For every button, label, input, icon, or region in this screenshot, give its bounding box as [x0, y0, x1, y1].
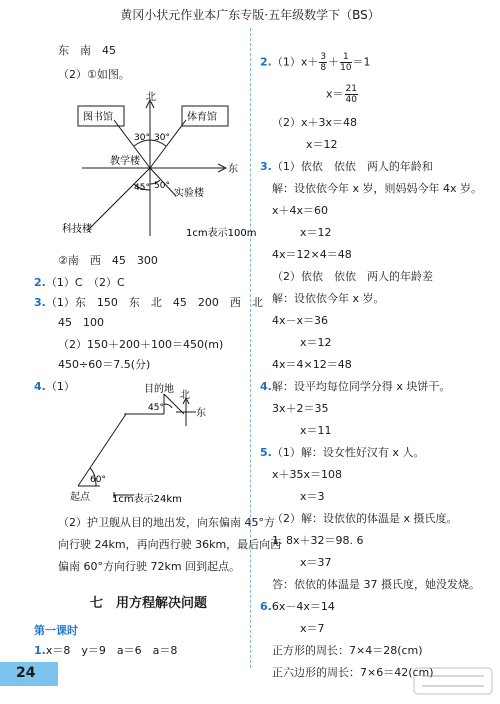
fraction — [340, 52, 351, 73]
answer-text: ＝1 — [352, 55, 371, 69]
fraction — [345, 84, 358, 105]
denominator: 8 — [320, 63, 327, 73]
denominator: 10 — [340, 63, 352, 73]
answer-line: （2）①如图。 — [58, 68, 130, 81]
answer-line: 4x＝12×4＝48 — [272, 248, 352, 261]
direction-diagram-2 — [56, 378, 246, 506]
lab-building-label: 实验楼 — [174, 188, 204, 199]
answer-text: ＋ — [328, 55, 340, 69]
angle-label: 30° — [154, 133, 170, 143]
answer-line: （2）解：设依依的体温是 x 摄氏度。 — [272, 512, 458, 525]
answer-line: 向行驶 24km，再向西行驶 36km，最后向西 — [58, 538, 282, 551]
page-number: 24 — [16, 665, 36, 681]
question-number: 3. — [260, 160, 272, 173]
question-line — [260, 600, 335, 614]
denominator: 40 — [345, 95, 357, 105]
answer-line — [326, 84, 359, 105]
north-label: 北 — [146, 92, 156, 103]
teaching-building-label: 教学楼 — [110, 156, 140, 167]
answer-line: （2）护卫舰从目的地出发，向东偏南 45°方 — [58, 516, 275, 529]
east-label: 东 — [228, 164, 238, 175]
watermark-logo — [412, 666, 494, 696]
page-header: 黄冈小状元作业本广东专版·五年级数学下（BS） — [120, 8, 380, 22]
question-line — [260, 52, 371, 73]
answer-text: （1）解：设女性好汉有 x 人。 — [271, 446, 425, 459]
section-number: 七 — [90, 596, 104, 611]
question-number: 5. — [260, 446, 272, 459]
page-number-tab — [0, 662, 58, 686]
question-line — [34, 276, 125, 290]
angle-label: 30° — [134, 133, 150, 143]
numerator: 21 — [345, 84, 357, 94]
question-number: 2. — [34, 276, 46, 289]
answer-line: 45 100 — [58, 316, 104, 329]
gym-label: 体育馆 — [187, 112, 217, 123]
answer-line: 答：依依的体温是 37 摄氏度，她没发烧。 — [272, 578, 480, 591]
answer-text: x＝8 y＝9 a＝6 a＝8 — [45, 644, 178, 657]
answer-line: 解：设依依今年 x 岁。 — [272, 292, 385, 305]
answer-text: （1）C （2）C — [45, 276, 125, 289]
answer-line: 偏南 60°方向行驶 72km 回到起点。 — [58, 560, 241, 573]
north-label: 北 — [180, 390, 190, 401]
tech-building-label: 科技楼 — [62, 224, 92, 235]
question-line — [260, 380, 450, 394]
question-line — [260, 446, 424, 460]
column-divider — [250, 28, 251, 668]
numerator: 1 — [340, 52, 351, 63]
answer-text: （1）东 150 东 北 45 200 西 北 — [45, 296, 263, 309]
lesson-label: 第一课时 — [34, 624, 78, 637]
answer-line: （2）150＋200＋100＝450(m) — [58, 338, 224, 351]
answer-line: x＝11 — [300, 424, 332, 437]
answer-line: （2）依依 依依 两人的年龄差 — [272, 270, 433, 283]
section-heading — [90, 592, 207, 611]
answer-line: x＝12 — [300, 226, 332, 239]
answer-line: 正六边形的周长：7×6＝42(cm) — [272, 666, 434, 679]
answer-line: x＝12 — [306, 138, 338, 151]
answer-line: 1. 8x＋32＝98. 6 — [272, 534, 364, 547]
answer-text: 解：设平均每位同学分得 x 块饼干。 — [271, 380, 451, 393]
destination-label: 目的地 — [144, 384, 174, 395]
section-title: 用方程解决问题 — [116, 596, 208, 611]
answer-text: （1）x＋ — [271, 55, 319, 69]
answer-line: x＋4x＝60 — [272, 204, 329, 217]
start-label: 起点 — [70, 492, 90, 503]
answer-line: 450÷60＝7.5(分) — [58, 358, 151, 371]
answer-line: x＝7 — [300, 622, 325, 635]
angle-label: 45° — [148, 403, 164, 413]
answer-line: x＝3 — [300, 490, 325, 503]
angle-label: 50° — [154, 181, 170, 191]
answer-text: （1）依依 依依 两人的年龄和 — [271, 160, 433, 173]
answer-line: 4x－x＝36 — [272, 314, 329, 327]
answer-line: x＝37 — [300, 556, 332, 569]
question-number: 1. — [34, 644, 46, 657]
fraction — [319, 52, 327, 73]
answer-line: （2）x＋3x＝48 — [272, 116, 358, 129]
answer-text: x＝ — [326, 87, 344, 101]
question-number: 4. — [34, 380, 46, 393]
question-number: 3. — [34, 296, 46, 309]
question-line — [260, 160, 433, 174]
east-label: 东 — [196, 408, 206, 419]
answer-text: 6x－4x＝14 — [271, 600, 335, 613]
angle-label: 45° — [134, 183, 150, 193]
answer-line: 4x＝4×12＝48 — [272, 358, 352, 371]
answer-line: 正方形的周长：7×4＝28(cm) — [272, 644, 423, 657]
answer-line: 东 南 45 — [58, 44, 116, 57]
tech-ray — [88, 168, 150, 230]
library-label: 图书馆 — [83, 112, 113, 123]
answer-line: x＋35x＝108 — [272, 468, 343, 481]
answer-text: （1） — [45, 380, 75, 393]
scale-label: 1cm表示24km — [112, 494, 182, 505]
question-line — [34, 644, 177, 658]
answer-line: ②南 西 45 300 — [58, 254, 158, 267]
direction-diagram-1 — [62, 88, 257, 244]
scale-label: 1cm表示100m — [186, 228, 257, 239]
answer-line: x＝12 — [300, 336, 332, 349]
gym-ray — [150, 120, 186, 168]
answer-line: 3x＋2＝35 — [272, 402, 329, 415]
question-number: 6. — [260, 600, 272, 613]
question-number: 4. — [260, 380, 272, 393]
angle-label: 60° — [90, 475, 106, 485]
angle-arc — [164, 404, 172, 408]
numerator: 3 — [320, 52, 327, 62]
answer-line: 解：设依依今年 x 岁，则妈妈今年 4x 岁。 — [272, 182, 483, 195]
question-line — [34, 296, 263, 310]
question-number: 2. — [260, 55, 272, 69]
